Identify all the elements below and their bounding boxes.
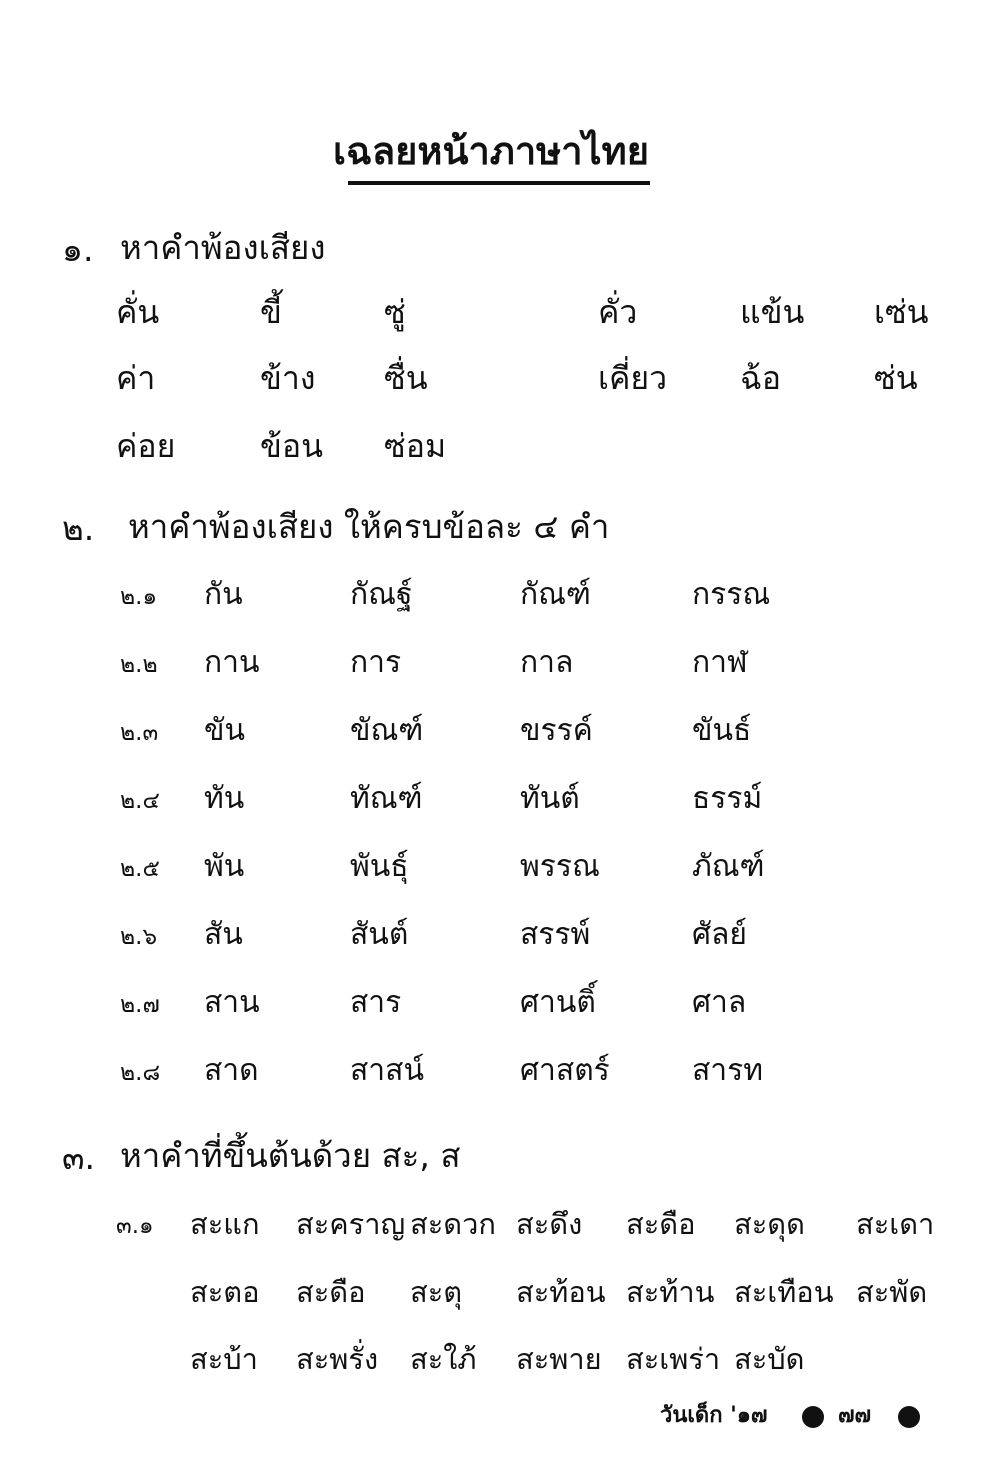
footer-bullet-icon <box>802 1406 824 1428</box>
section2-item-number: ๒.๓ <box>120 720 159 746</box>
section2-item-number: ๒.๗ <box>120 992 160 1018</box>
section2-word: กาน <box>204 645 260 680</box>
section2-word: ศานติ์ <box>520 985 596 1020</box>
section3-word: สะบ้า <box>190 1342 258 1376</box>
page-number: ๗๗ <box>838 1403 872 1428</box>
section2-word: ธรรม์ <box>692 781 763 816</box>
section1-word: แข้น <box>740 293 805 331</box>
section1-word: ซ่น <box>874 359 918 397</box>
section3-word: สะท้าน <box>626 1275 715 1309</box>
section3-word: สะดุด <box>734 1207 805 1241</box>
section1-word: คั่น <box>116 293 160 331</box>
section1-word: ค่อย <box>116 427 176 465</box>
section1-word: เซ่น <box>874 293 929 331</box>
section2-word: สาด <box>204 1053 259 1088</box>
section2-word: กาฬ <box>692 645 748 680</box>
section1-word: ซู่ <box>384 293 406 331</box>
section1-word: ขี้ <box>260 293 282 331</box>
title-underline <box>348 181 650 185</box>
section1-word: ซ่อม <box>384 427 447 465</box>
section2-item-number: ๒.๕ <box>120 856 160 882</box>
section2-item-number: ๒.๘ <box>120 1060 161 1086</box>
section2-heading: หาคำพ้องเสียง ให้ครบข้อละ ๔ คำ <box>128 507 610 546</box>
section2-item-number: ๒.๔ <box>120 788 160 814</box>
section3-word: สะพัด <box>856 1275 928 1309</box>
section2-word: กัณฑ์ <box>520 577 591 612</box>
page-title: เฉลยหน้าภาษาไทย <box>333 129 649 173</box>
section3-word: สะแก <box>190 1207 260 1241</box>
section2-word: กาล <box>520 645 574 680</box>
footer-bullet-icon <box>898 1406 920 1428</box>
section3-word: สะตอ <box>190 1275 260 1309</box>
section3-word: สะดือ <box>626 1207 696 1241</box>
section2-word: สันต์ <box>350 917 409 952</box>
section1-word: เคี่ยว <box>598 359 668 397</box>
section3-word: สะเพร่า <box>626 1342 721 1376</box>
section2-word: ทัน <box>204 781 245 816</box>
section1-word: คั่ว <box>598 293 638 331</box>
section2-word: กรรณ <box>692 577 771 612</box>
section2-word: ขัณฑ์ <box>350 713 424 748</box>
section2-word: สาน <box>204 985 260 1020</box>
section3-number: ๓. <box>62 1138 96 1177</box>
section2-word: ภัณฑ์ <box>692 849 765 884</box>
section3-word: สะท้อน <box>516 1275 606 1309</box>
section3-word: สะคราญ <box>296 1207 406 1241</box>
section3-word: สะดวก <box>410 1207 496 1241</box>
section3-word: สะเดา <box>856 1207 935 1241</box>
section1-word: ข้อน <box>260 427 323 465</box>
section2-word: กัน <box>204 577 243 612</box>
section3-word: สะดือ <box>296 1275 366 1309</box>
section1-word: ข้าง <box>260 359 316 397</box>
section2-word: ขันธ์ <box>692 713 752 748</box>
section2-word: สาร <box>350 985 402 1020</box>
section2-word: สรรพ์ <box>520 917 591 952</box>
section2-word: ขัน <box>204 713 246 748</box>
section2-word: พรรณ <box>520 849 600 884</box>
section2-word: สารท <box>692 1053 764 1088</box>
section2-word: ศาสตร์ <box>520 1053 610 1088</box>
section3-word: สะเทือน <box>734 1275 834 1309</box>
section2-item-number: ๒.๒ <box>120 652 158 678</box>
section1-heading: หาคำพ้องเสียง <box>120 228 326 267</box>
footer-label: วันเด็ก '๑๗ <box>660 1403 768 1428</box>
section2-item-number: ๒.๖ <box>120 924 158 950</box>
section2-word: ศัลย์ <box>692 917 748 952</box>
section1-number: ๑. <box>62 230 94 269</box>
section2-word: ศาล <box>692 985 747 1020</box>
section3-word: สะดึง <box>516 1207 583 1241</box>
section2-word: พันธุ์ <box>350 849 409 884</box>
section1-word: ค่า <box>116 359 156 397</box>
section3-word: สะพาย <box>516 1342 602 1376</box>
section2-item-number: ๒.๑ <box>120 584 158 610</box>
section3-word: สะตุ <box>410 1275 463 1309</box>
section2-word: สาสน์ <box>350 1053 424 1088</box>
section3-sub-number: ๓.๑ <box>116 1213 154 1239</box>
section1-word: ฉ้อ <box>740 359 782 397</box>
section3-heading: หาคำที่ขึ้นต้นด้วย สะ, ส <box>120 1136 461 1175</box>
section2-word: กัณฐ์ <box>350 577 413 612</box>
section2-word: พัน <box>204 849 245 884</box>
section1-word: ซื่น <box>384 359 428 397</box>
section3-word: สะพรั่ง <box>296 1342 379 1376</box>
section2-number: ๒. <box>62 509 95 548</box>
section2-word: การ <box>350 645 402 680</box>
section3-word: สะใภ้ <box>410 1342 477 1376</box>
section2-word: ทัณฑ์ <box>350 781 423 816</box>
section2-word: ขรรค์ <box>520 713 593 748</box>
section2-word: สัน <box>204 917 243 952</box>
section3-word: สะบัด <box>734 1342 805 1376</box>
section2-word: ทันต์ <box>520 781 580 816</box>
